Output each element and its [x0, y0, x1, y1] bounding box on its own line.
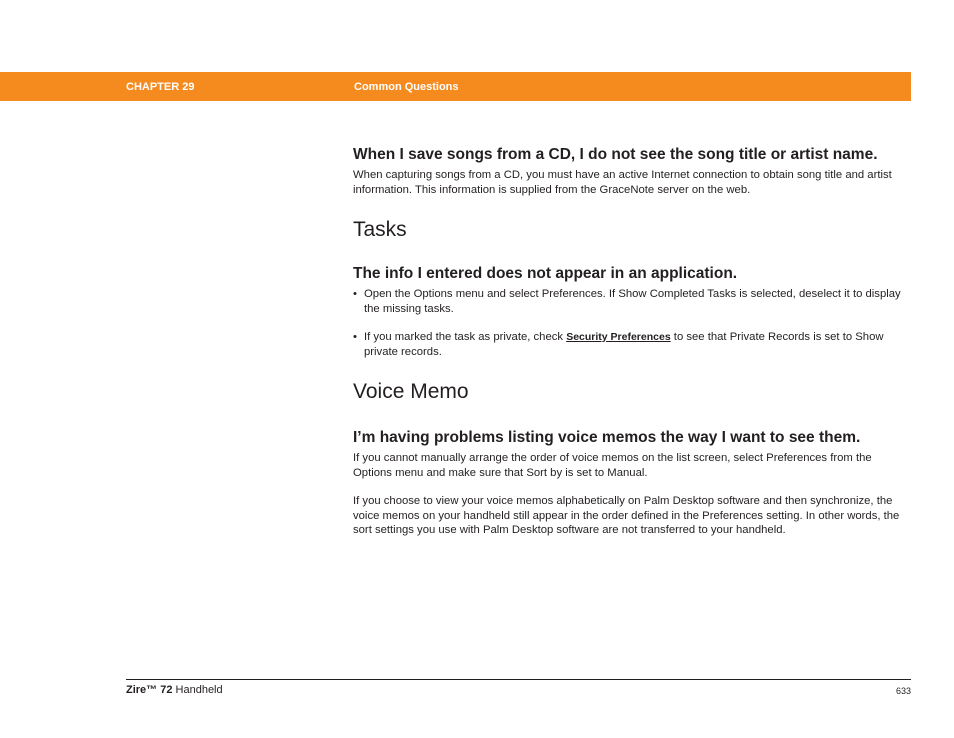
chapter-header-bar [0, 72, 911, 101]
voice-memo-answer-1: If you cannot manually arrange the order of voice memos on the list screen, select Preferences from the Options menu and make sure that Sort by is set to Manual. [353, 452, 872, 479]
cd-question-answer: When capturing songs from a CD, you must have an active Internet connection to obtain song title and artist information. This information is supplied from the GraceNote server on the web. [353, 169, 892, 196]
bullet-dot: • [353, 331, 357, 343]
cd-question-heading: When I save songs from a CD, I do not see the song title or artist name. [353, 146, 878, 163]
chapter-label: CHAPTER 29 [126, 81, 195, 93]
voice-memo-question-heading: I’m having problems listing voice memos the way I want to see them. [353, 429, 861, 446]
tasks-question-heading: The info I entered does not appear in an application. [353, 265, 738, 282]
voice-memo-answer-2: If you choose to view your voice memos alphabetically on Palm Desktop software and then synchronize, the voice memos on your handheld still appear in the order defined in the Preferences setting. In other words, the sort settings you use with Palm Desktop software are not transferred to your handheld. [353, 495, 900, 536]
page-number: 633 [895, 686, 911, 696]
chapter-title: Common Questions [354, 81, 459, 93]
tasks-bullet-1-text: Open the Options menu and select Preferences. If Show Completed Tasks is selected, deselect it to display the missing tasks. [364, 288, 901, 315]
tasks-bullet-2-text-before: If you marked the task as private, check [364, 331, 567, 343]
security-preferences-link[interactable]: Security Preferences [566, 331, 671, 343]
tasks-bullet-2-text-after: to see that Private Records is set to Show private records. [364, 331, 884, 358]
main-content [353, 144, 913, 538]
footer-product [126, 683, 223, 697]
footer-rule [126, 679, 911, 680]
tasks-bullet-2 [353, 330, 913, 359]
footer-product-suffix: Handheld [172, 684, 223, 696]
footer-product-name: Zire™ 72 [126, 684, 173, 696]
bullet-dot: • [353, 288, 357, 300]
tasks-section-title: Tasks [353, 218, 407, 241]
tasks-bullet-1 [353, 287, 913, 316]
voice-memo-section-title: Voice Memo [353, 380, 469, 403]
